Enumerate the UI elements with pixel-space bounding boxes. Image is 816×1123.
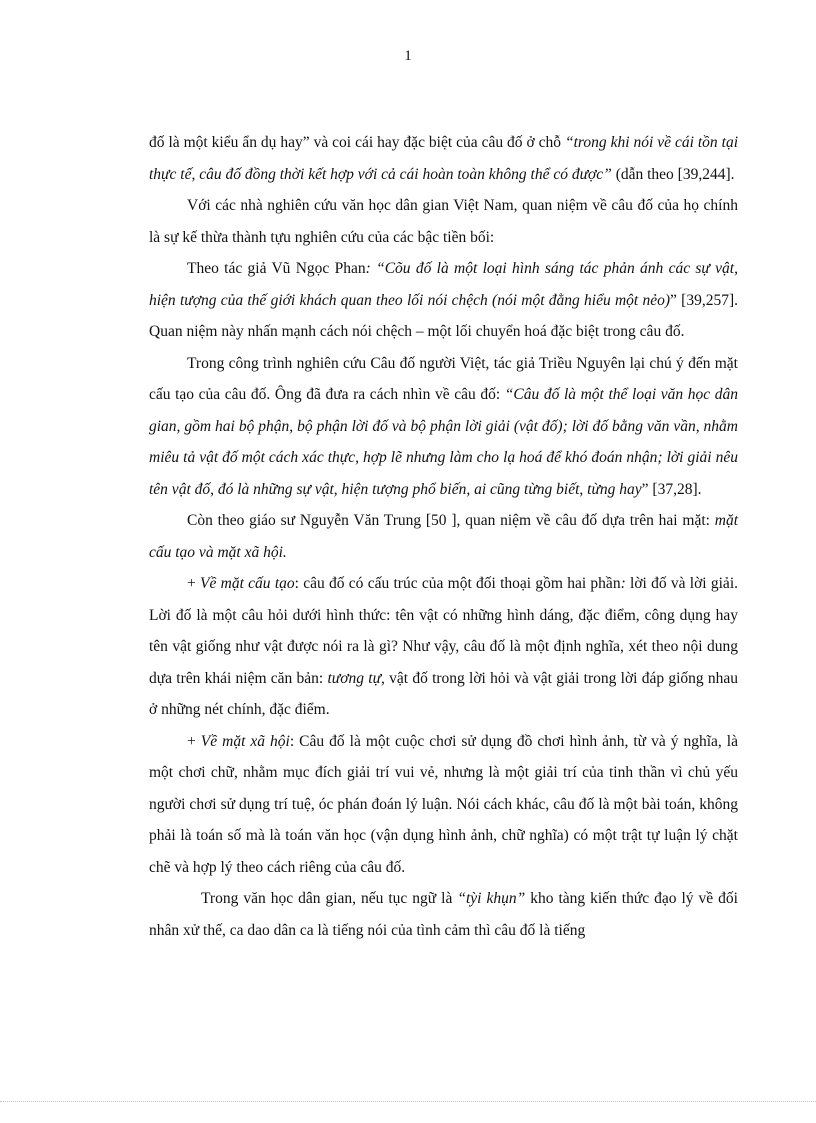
paragraph-5 bbox=[149, 505, 738, 568]
body-text: ” [39,257]. Quan niệm này nhấn mạnh cách nói chệch – một lối chuyển hoá đặc biệt trong câu đố. bbox=[149, 291, 738, 340]
body-text: , vật đố trong lời hỏi và vật giải trong lời đáp giống nhau ở những nét chính, đặc điểm. bbox=[149, 669, 739, 718]
body-text: kho tàng kiến thức đạo lý về đối nhân xử thế, ca dao dân ca là tiếng nói của tình cảm thì câu đố là tiếng bbox=[149, 890, 738, 939]
body-text: (dẫn theo [39,244]. bbox=[611, 165, 735, 183]
body-text: Theo tác giả Vũ Ngọc Phan bbox=[187, 260, 366, 277]
paragraph-1 bbox=[149, 127, 738, 190]
italic-text: mặt cấu tạo và mặt xã hội. bbox=[149, 512, 738, 561]
body-text: + bbox=[187, 575, 201, 592]
body-text: Trong văn học dân gian, nếu tục ngữ là bbox=[201, 890, 458, 907]
body-text: : Câu đố là một cuộc chơi sử dụng đồ chơi hình ảnh, từ và ý nghĩa, là một chơi chữ, nhằm mục đích giải trí vui vẻ, nhưng là một giải trí của tinh thần vì chủ yếu người chơi sử dụng trí tuệ, óc phán đoán lý luận. Nói cách khác, câu đố là một bài toán, không phải là toán số mà là toán văn học (vận dụng hình ảnh, chữ nghĩa) có một trật tự luận lý chặt chẽ và hợp lý theo cách riêng của câu đố. bbox=[149, 732, 738, 876]
paragraph-7 bbox=[149, 726, 738, 884]
paragraph-8 bbox=[149, 883, 738, 946]
paragraph-6 bbox=[149, 568, 738, 726]
italic-text: Về mặt cấu tạo bbox=[200, 575, 295, 592]
body-text: Trong công trình nghiên cứu Câu đố người Việt, tác giả Triều Nguyên lại chú ý đến mặt cấu tạo của câu đố. Ông đã đưa ra cách nhìn về câu đố: bbox=[149, 354, 738, 403]
page-number: 1 bbox=[404, 48, 412, 64]
paragraph-2 bbox=[149, 190, 738, 253]
italic-text: : “Cõu đố là một loại hình sáng tác phản ánh các sự vật, hiện tượng của thế giới khách quan theo lối nói chệch (nói một đằng hiểu một nẻo) bbox=[149, 260, 738, 309]
italic-text: : bbox=[620, 575, 626, 592]
italic-text: Về mặt xã hội bbox=[200, 732, 290, 750]
paragraph-4 bbox=[149, 348, 738, 506]
page-bottom-rule bbox=[0, 1101, 816, 1103]
body-text: đố là một kiểu ẩn dụ hay” và coi cái hay đặc biệt của câu đố ở chỗ bbox=[149, 134, 565, 151]
italic-text: “Câu đố là một thể loại văn học dân gian, gồm hai bộ phận, bộ phận lời đố và bộ phận lời giải (vật đố); lời đố bằng văn vần, nhằm miêu tả vật đố một cách xác thực, hợp lẽ nhưng làm cho lạ hoá để khó đoán nhận; lời giải nêu tên vật đố, đó là những sự vật, hiện tượng phổ biến, ai cũng từng biết, từng hay bbox=[149, 386, 738, 498]
body-text: Với các nhà nghiên cứu văn học dân gian Việt Nam, quan niệm về câu đố của họ chính là sự kế thừa thành tựu nghiên cứu của các bậc tiền bối: bbox=[149, 197, 738, 246]
italic-text: “tỳi khụn” bbox=[457, 890, 526, 907]
body-text: : câu đố có cấu trúc của một đối thoại gồm hai phần bbox=[294, 575, 621, 592]
italic-text: “trong khi nói về cái tồn tại thực tế, câu đố đồng thời kết hợp với cả cái hoàn toàn không thể có được” bbox=[149, 134, 738, 183]
body-text: lời đố và lời giải. Lời đố là một câu hỏi dưới hình thức: tên vật có những hình dáng, đặc điểm, công dụng hay tên vật giống như vật được nói ra là gì? Như vậy, câu đố là một định nghĩa, xét theo nội dung dựa trên khái niệm căn bản: bbox=[149, 575, 738, 687]
body-text: Còn theo giáo sư Nguyễn Văn Trung [50 ], quan niệm về câu đố dựa trên hai mặt: bbox=[187, 512, 715, 529]
body-text: ” [37,28]. bbox=[641, 480, 702, 498]
document-body bbox=[149, 127, 738, 946]
italic-text: tương tự bbox=[327, 669, 382, 687]
paragraph-3 bbox=[149, 253, 738, 348]
body-text: + bbox=[187, 732, 201, 750]
